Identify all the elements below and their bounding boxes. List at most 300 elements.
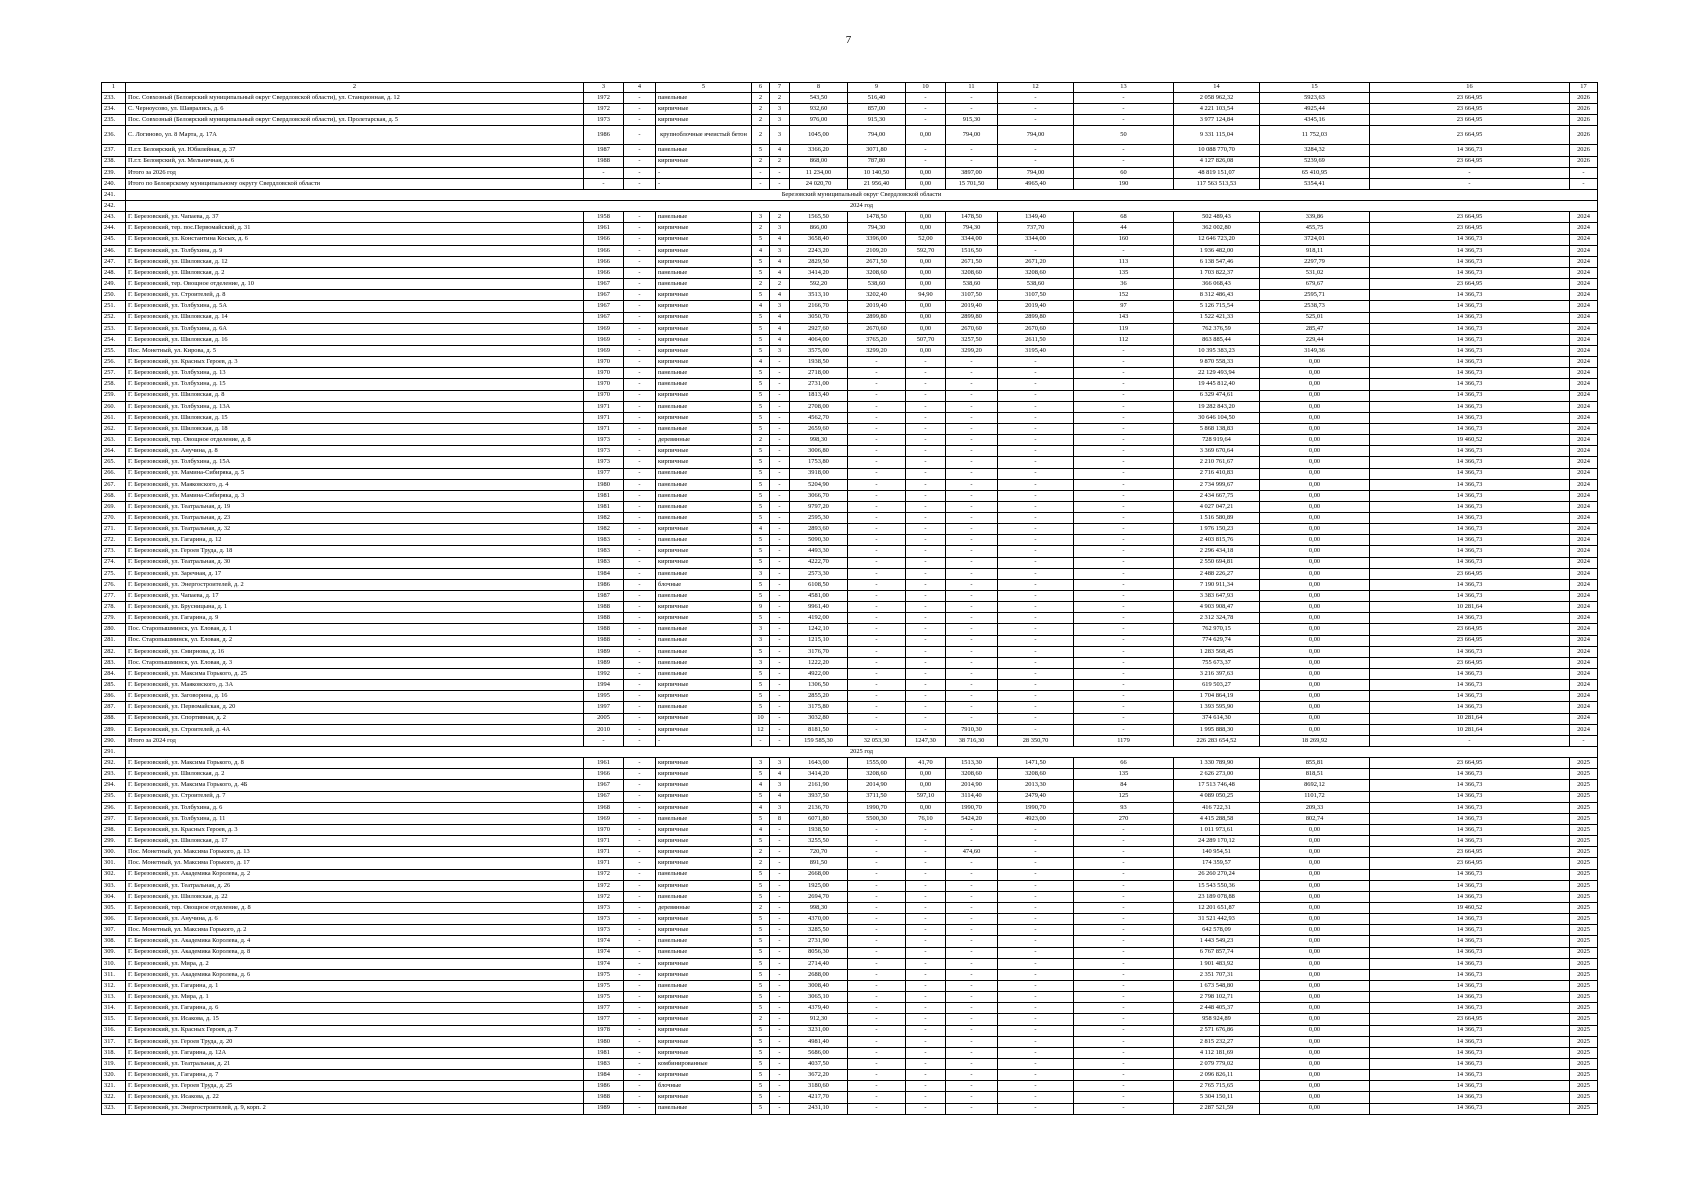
table-row bbox=[102, 568, 1598, 579]
table-cell: панельные bbox=[656, 535, 752, 546]
table-cell: - bbox=[998, 1081, 1074, 1092]
table-cell: - bbox=[946, 992, 998, 1003]
table-cell: 0,00 bbox=[1260, 390, 1370, 401]
table-cell: - bbox=[1074, 1081, 1174, 1092]
table-cell: - bbox=[624, 1070, 656, 1081]
table-cell: 2024 bbox=[1570, 334, 1598, 345]
table-cell: 14 366,73 bbox=[1370, 1092, 1570, 1103]
table-cell: - bbox=[906, 858, 946, 869]
table-cell: - bbox=[946, 156, 998, 167]
table-cell: 297. bbox=[102, 813, 126, 824]
table-row bbox=[102, 557, 1598, 568]
table-cell: Г. Березовский, ул. Героев Труда, д. 25 bbox=[126, 1081, 584, 1092]
table-cell: - bbox=[906, 969, 946, 980]
table-cell: 3 bbox=[770, 780, 790, 791]
table-cell: 1967 bbox=[584, 780, 624, 791]
table-cell: 1980 bbox=[584, 479, 624, 490]
table-cell: 1977 bbox=[584, 1014, 624, 1025]
table-cell: - bbox=[624, 557, 656, 568]
table-cell: 2024 bbox=[1570, 290, 1598, 301]
table-cell: 1966 bbox=[584, 256, 624, 267]
table-cell: 3255,50 bbox=[790, 836, 848, 847]
table-cell: - bbox=[946, 602, 998, 613]
table-cell: 2024 bbox=[1570, 301, 1598, 312]
table-cell: 2 bbox=[752, 858, 770, 869]
table-row bbox=[102, 256, 1598, 267]
table-cell: - bbox=[848, 914, 906, 925]
table-cell: - bbox=[624, 234, 656, 245]
table-cell: - bbox=[998, 1003, 1074, 1014]
table-cell: 5 bbox=[752, 669, 770, 680]
table-cell: 298. bbox=[102, 825, 126, 836]
table-cell: 2026 bbox=[1570, 115, 1598, 126]
table-cell: 0,00 bbox=[1260, 914, 1370, 925]
table-cell: 3008,40 bbox=[790, 980, 848, 991]
table-cell: 3513,10 bbox=[790, 290, 848, 301]
table-cell: 0,00 bbox=[1260, 579, 1370, 590]
table-cell: 0,00 bbox=[906, 256, 946, 267]
table-cell: 4493,30 bbox=[790, 546, 848, 557]
table-cell: - bbox=[906, 724, 946, 735]
table-cell: 2025 bbox=[1570, 1036, 1598, 1047]
table-cell: 1974 bbox=[584, 936, 624, 947]
table-cell: 3414,20 bbox=[790, 267, 848, 278]
table-cell: 0,00 bbox=[1260, 1047, 1370, 1058]
table-cell: 1306,50 bbox=[790, 680, 848, 691]
table-cell: 1971 bbox=[584, 847, 624, 858]
table-cell: 5 304 150,11 bbox=[1174, 1092, 1260, 1103]
table-cell: - bbox=[946, 557, 998, 568]
table-cell: 113 bbox=[1074, 256, 1174, 267]
table-cell: 2927,60 bbox=[790, 323, 848, 334]
table-cell: - bbox=[624, 780, 656, 791]
table-cell: 22 129 493,94 bbox=[1174, 368, 1260, 379]
table-row bbox=[102, 969, 1598, 980]
table-cell: 0,00 bbox=[1260, 368, 1370, 379]
table-cell: - bbox=[1074, 1025, 1174, 1036]
table-cell: Г. Березовский, ул. Максима Горького, д. 4Б bbox=[126, 780, 584, 791]
table-cell: 5 bbox=[752, 1047, 770, 1058]
table-cell: 2019,40 bbox=[848, 301, 906, 312]
table-cell: - bbox=[624, 624, 656, 635]
table-cell: 7 190 911,34 bbox=[1174, 579, 1260, 590]
table-cell: - bbox=[998, 423, 1074, 434]
table-cell: 1968 bbox=[584, 802, 624, 813]
housing-register-table bbox=[101, 82, 1598, 1115]
table-cell: Г. Березовский, ул. Анучина, д. 8 bbox=[126, 446, 584, 457]
table-cell: Г. Березовский, тер. пос.Первомайский, д. 31 bbox=[126, 223, 584, 234]
table-cell: - bbox=[1074, 345, 1174, 356]
table-cell: 304. bbox=[102, 891, 126, 902]
table-cell: 3 bbox=[752, 758, 770, 769]
table-row bbox=[102, 223, 1598, 234]
table-cell: 1215,10 bbox=[790, 635, 848, 646]
table-cell: - bbox=[848, 1058, 906, 1069]
header-cell: 9 bbox=[848, 83, 906, 93]
table-cell: 1972 bbox=[584, 93, 624, 104]
table-cell: кирпичные bbox=[656, 724, 752, 735]
table-cell: Г. Березовский, ул. Мамина-Сибиряка, д. 3 bbox=[126, 490, 584, 501]
table-cell: - bbox=[848, 1081, 906, 1092]
table-cell: 1478,50 bbox=[848, 212, 906, 223]
table-cell: - bbox=[1074, 1092, 1174, 1103]
table-cell: 23 664,95 bbox=[1370, 858, 1570, 869]
table-cell: 1 976 150,23 bbox=[1174, 524, 1260, 535]
table-row bbox=[102, 546, 1598, 557]
table-cell: 1989 bbox=[584, 646, 624, 657]
table-cell: - bbox=[624, 980, 656, 991]
table-cell: 2 351 707,31 bbox=[1174, 969, 1260, 980]
table-cell: Г. Березовский, ул. Толбухина, д. 15 bbox=[126, 379, 584, 390]
table-cell: 2024 bbox=[1570, 657, 1598, 668]
table-cell: - bbox=[906, 1047, 946, 1058]
table-cell: 5 bbox=[752, 1058, 770, 1069]
table-cell: 238. bbox=[102, 156, 126, 167]
table-cell: 0,00 bbox=[906, 167, 946, 178]
table-cell: 1970 bbox=[584, 825, 624, 836]
table-cell: 2024 bbox=[1570, 557, 1598, 568]
table-row bbox=[102, 535, 1598, 546]
table-cell: 5 bbox=[752, 880, 770, 891]
table-cell: - bbox=[906, 958, 946, 969]
table-cell: - bbox=[1570, 178, 1598, 189]
table-cell: 2024 bbox=[1570, 524, 1598, 535]
table-cell: 2 bbox=[752, 1014, 770, 1025]
table-cell: - bbox=[848, 613, 906, 624]
table-cell: 14 366,73 bbox=[1370, 936, 1570, 947]
table-cell: - bbox=[906, 936, 946, 947]
table-cell: 9961,40 bbox=[790, 602, 848, 613]
table-cell: 2431,10 bbox=[790, 1103, 848, 1114]
table-cell: Г. Березовский, ул. Чапаева, д. 37 bbox=[126, 212, 584, 223]
table-cell: 251. bbox=[102, 301, 126, 312]
table-cell: 26 260 270,24 bbox=[1174, 869, 1260, 880]
table-cell: - bbox=[1074, 992, 1174, 1003]
table-cell: кирпичные bbox=[656, 1025, 752, 1036]
table-cell: - bbox=[656, 735, 752, 746]
table-cell: 755 673,37 bbox=[1174, 657, 1260, 668]
table-cell: 2731,90 bbox=[790, 936, 848, 947]
table-cell: 0,00 bbox=[1260, 490, 1370, 501]
table-cell: - bbox=[1370, 735, 1570, 746]
table-cell: 5923,63 bbox=[1260, 93, 1370, 104]
table-cell: - bbox=[998, 390, 1074, 401]
table-cell: 36 bbox=[1074, 279, 1174, 290]
table-cell: 14 366,73 bbox=[1370, 468, 1570, 479]
table-cell: 23 664,95 bbox=[1370, 279, 1570, 290]
table-cell: 23 664,95 bbox=[1370, 758, 1570, 769]
table-cell: 5 126 715,54 bbox=[1174, 301, 1260, 312]
table-cell: 3414,20 bbox=[790, 769, 848, 780]
table-cell: 1 283 568,45 bbox=[1174, 646, 1260, 657]
table-cell: 1981 bbox=[584, 490, 624, 501]
table-cell: 1969 bbox=[584, 345, 624, 356]
table-cell: 2 058 962,32 bbox=[1174, 93, 1260, 104]
table-cell: 3 bbox=[770, 126, 790, 145]
table-cell: 3 383 647,93 bbox=[1174, 591, 1260, 602]
table-cell: 3724,01 bbox=[1260, 234, 1370, 245]
table-cell: 5 bbox=[752, 479, 770, 490]
table-row bbox=[102, 891, 1598, 902]
table-cell: - bbox=[624, 992, 656, 1003]
table-cell: 3065,10 bbox=[790, 992, 848, 1003]
table-cell: 857,00 bbox=[848, 104, 906, 115]
table-cell: 2161,90 bbox=[790, 780, 848, 791]
table-cell: 14 366,73 bbox=[1370, 980, 1570, 991]
table-cell: - bbox=[906, 891, 946, 902]
table-cell: - bbox=[624, 602, 656, 613]
table-cell: - bbox=[624, 501, 656, 512]
table-cell: 41,70 bbox=[906, 758, 946, 769]
table-cell: 323. bbox=[102, 1103, 126, 1114]
table-cell: 0,00 bbox=[1260, 624, 1370, 635]
table-cell: 271. bbox=[102, 524, 126, 535]
table-cell: 2019,40 bbox=[998, 301, 1074, 312]
table-cell: 4370,00 bbox=[790, 914, 848, 925]
table-cell: - bbox=[946, 1103, 998, 1114]
table-cell: - bbox=[624, 490, 656, 501]
table-cell: панельные bbox=[656, 145, 752, 156]
table-cell: - bbox=[998, 1058, 1074, 1069]
table-cell: панельные bbox=[656, 568, 752, 579]
table-cell: 2014,90 bbox=[848, 780, 906, 791]
table-cell: 0,00 bbox=[906, 301, 946, 312]
table-cell: - bbox=[906, 836, 946, 847]
table-cell: - bbox=[848, 446, 906, 457]
table-cell: - bbox=[848, 1036, 906, 1047]
table-cell: 0,00 bbox=[1260, 602, 1370, 613]
table-row bbox=[102, 178, 1598, 189]
table-cell: 4581,00 bbox=[790, 591, 848, 602]
table-cell: Г. Березовский, ул. Шиловская, д. 16 bbox=[126, 334, 584, 345]
table-cell: Г. Березовский, ул. Спортивная, д. 2 bbox=[126, 713, 584, 724]
table-cell: 855,81 bbox=[1260, 758, 1370, 769]
table-cell: 866,00 bbox=[790, 223, 848, 234]
table-cell: 3006,80 bbox=[790, 446, 848, 457]
table-cell: 226 283 654,52 bbox=[1174, 735, 1260, 746]
table-cell: 2025 bbox=[1570, 925, 1598, 936]
table-cell: 5 bbox=[752, 769, 770, 780]
table-cell: - bbox=[998, 490, 1074, 501]
table-cell: 3066,70 bbox=[790, 490, 848, 501]
table-cell: 2025 bbox=[1570, 902, 1598, 913]
table-cell: - bbox=[946, 980, 998, 991]
table-cell: 5 bbox=[752, 925, 770, 936]
table-cell: 295. bbox=[102, 791, 126, 802]
table-cell: 9797,20 bbox=[790, 501, 848, 512]
table-cell: 592,70 bbox=[906, 245, 946, 256]
table-cell: - bbox=[998, 836, 1074, 847]
table-cell: кирпичные bbox=[656, 390, 752, 401]
table-cell: 1990,70 bbox=[998, 802, 1074, 813]
table-cell: 3937,50 bbox=[790, 791, 848, 802]
table-row bbox=[102, 323, 1598, 334]
table-cell: 5 bbox=[752, 891, 770, 902]
table-cell: 14 366,73 bbox=[1370, 524, 1570, 535]
table-cell: 2024 bbox=[1570, 379, 1598, 390]
table-cell: 9 870 558,33 bbox=[1174, 357, 1260, 368]
table-cell: 5 bbox=[752, 557, 770, 568]
table-cell: 794,30 bbox=[848, 223, 906, 234]
table-cell: 1 522 421,33 bbox=[1174, 312, 1260, 323]
table-cell: 794,00 bbox=[946, 126, 998, 145]
table-cell: 2 bbox=[752, 279, 770, 290]
table-cell: 242. bbox=[102, 201, 126, 212]
table-row bbox=[102, 279, 1598, 290]
table-cell: 1986 bbox=[584, 126, 624, 145]
table-cell: - bbox=[848, 1003, 906, 1014]
table-cell: 1 011 973,61 bbox=[1174, 825, 1260, 836]
table-cell: - bbox=[770, 167, 790, 178]
table-cell: - bbox=[1074, 980, 1174, 991]
table-cell: 1989 bbox=[584, 1103, 624, 1114]
table-cell: - bbox=[906, 624, 946, 635]
table-cell: Г. Березовский, ул. Маяковского, д. 4 bbox=[126, 479, 584, 490]
table-row bbox=[102, 524, 1598, 535]
table-cell: - bbox=[998, 724, 1074, 735]
table-row bbox=[102, 958, 1598, 969]
table-cell: 3 bbox=[770, 758, 790, 769]
table-cell: 1222,20 bbox=[790, 657, 848, 668]
table-cell: 1247,30 bbox=[906, 735, 946, 746]
table-cell: 239. bbox=[102, 167, 126, 178]
table-cell: 8 bbox=[770, 813, 790, 824]
table-cell: Г. Березовский, ул. Мамина-Сибиряка, д. 5 bbox=[126, 468, 584, 479]
table-cell: - bbox=[1074, 947, 1174, 958]
section-title: 2025 год bbox=[126, 747, 1598, 758]
table-cell: - bbox=[770, 624, 790, 635]
table-cell: 294. bbox=[102, 780, 126, 791]
table-cell: - bbox=[1074, 104, 1174, 115]
table-cell: 4379,40 bbox=[790, 1003, 848, 1014]
table-cell: - bbox=[848, 1092, 906, 1103]
table-row bbox=[102, 490, 1598, 501]
table-cell: - bbox=[906, 479, 946, 490]
table-cell: - bbox=[624, 446, 656, 457]
table-cell: - bbox=[770, 980, 790, 991]
table-cell: 3 216 397,63 bbox=[1174, 669, 1260, 680]
table-cell: 1981 bbox=[584, 501, 624, 512]
table-cell: кирпичные bbox=[656, 1003, 752, 1014]
table-cell: - bbox=[624, 1003, 656, 1014]
table-cell: 1969 bbox=[584, 323, 624, 334]
table-cell: 1970 bbox=[584, 390, 624, 401]
table-cell: 1961 bbox=[584, 758, 624, 769]
table-row bbox=[102, 145, 1598, 156]
table-cell: - bbox=[906, 546, 946, 557]
table-cell: 5239,69 bbox=[1260, 156, 1370, 167]
table-cell: - bbox=[906, 902, 946, 913]
table-cell: 3 bbox=[770, 115, 790, 126]
table-cell: 502 489,43 bbox=[1174, 212, 1260, 223]
table-cell: панельные bbox=[656, 891, 752, 902]
table-cell: кирпичные bbox=[656, 1014, 752, 1025]
table-cell: 1988 bbox=[584, 624, 624, 635]
table-cell: - bbox=[624, 836, 656, 847]
table-cell: - bbox=[624, 680, 656, 691]
table-cell: 1045,00 bbox=[790, 126, 848, 145]
table-cell: 14 366,73 bbox=[1370, 813, 1570, 824]
table-cell: 14 366,73 bbox=[1370, 680, 1570, 691]
table-cell: 4 bbox=[770, 267, 790, 278]
table-cell: - bbox=[1074, 501, 1174, 512]
table-cell: - bbox=[770, 969, 790, 980]
table-cell: 5 bbox=[752, 234, 770, 245]
table-cell: 912,30 bbox=[790, 1014, 848, 1025]
table-cell: 14 366,73 bbox=[1370, 312, 1570, 323]
table-cell: - bbox=[770, 435, 790, 446]
table-cell: - bbox=[624, 357, 656, 368]
table-cell: кирпичные bbox=[656, 104, 752, 115]
table-cell: 679,67 bbox=[1260, 279, 1370, 290]
table-cell: Итого за 2024 год bbox=[126, 735, 584, 746]
header-cell: 4 bbox=[624, 83, 656, 93]
table-cell: 3284,32 bbox=[1260, 145, 1370, 156]
table-cell: Г. Березовский, ул. Толбухина, д. 9 bbox=[126, 245, 584, 256]
table-cell: - bbox=[848, 1070, 906, 1081]
table-cell: - bbox=[906, 613, 946, 624]
table-cell: 915,30 bbox=[946, 115, 998, 126]
table-cell: 2025 bbox=[1570, 825, 1598, 836]
table-cell: 321. bbox=[102, 1081, 126, 1092]
table-cell: 2024 bbox=[1570, 724, 1598, 735]
table-cell: панельные bbox=[656, 980, 752, 991]
table-cell: 2025 bbox=[1570, 847, 1598, 858]
table-cell: - bbox=[1074, 646, 1174, 657]
table-cell: 2538,73 bbox=[1260, 301, 1370, 312]
table-cell: 93 bbox=[1074, 802, 1174, 813]
table-cell: 260. bbox=[102, 401, 126, 412]
table-cell: - bbox=[998, 1092, 1074, 1103]
table-cell: 14 366,73 bbox=[1370, 769, 1570, 780]
table-cell: 1938,50 bbox=[790, 357, 848, 368]
table-cell: - bbox=[624, 568, 656, 579]
table-cell: - bbox=[848, 379, 906, 390]
table-cell: кирпичные bbox=[656, 691, 752, 702]
table-cell: Г. Березовский, ул. Академика Королева, д. 2 bbox=[126, 869, 584, 880]
table-cell: - bbox=[624, 423, 656, 434]
table-cell: - bbox=[946, 468, 998, 479]
table-row bbox=[102, 446, 1598, 457]
table-cell: - bbox=[770, 591, 790, 602]
table-cell: 14 366,73 bbox=[1370, 914, 1570, 925]
table-cell: - bbox=[770, 891, 790, 902]
table-cell: 2668,00 bbox=[790, 869, 848, 880]
table-cell: 2025 bbox=[1570, 858, 1598, 869]
table-cell: - bbox=[848, 479, 906, 490]
table-cell: 299. bbox=[102, 836, 126, 847]
table-cell: 2025 bbox=[1570, 780, 1598, 791]
table-cell: - bbox=[624, 156, 656, 167]
table-row bbox=[102, 802, 1598, 813]
table-cell: - bbox=[998, 691, 1074, 702]
table-cell: Г. Березовский, ул. Строителей, д. 4А bbox=[126, 724, 584, 735]
table-cell: 5424,20 bbox=[946, 813, 998, 824]
table-cell: - bbox=[624, 902, 656, 913]
table-cell: 3208,60 bbox=[848, 267, 906, 278]
table-cell: - bbox=[624, 178, 656, 189]
table-cell: 76,10 bbox=[906, 813, 946, 824]
table-cell: 3195,40 bbox=[998, 345, 1074, 356]
table-cell: - bbox=[946, 1014, 998, 1025]
table-cell: 273. bbox=[102, 546, 126, 557]
table-cell: 0,00 bbox=[1260, 646, 1370, 657]
table-row bbox=[102, 412, 1598, 423]
table-cell: 1971 bbox=[584, 836, 624, 847]
table-cell: - bbox=[946, 457, 998, 468]
table-cell: - bbox=[946, 947, 998, 958]
table-row bbox=[102, 1025, 1598, 1036]
